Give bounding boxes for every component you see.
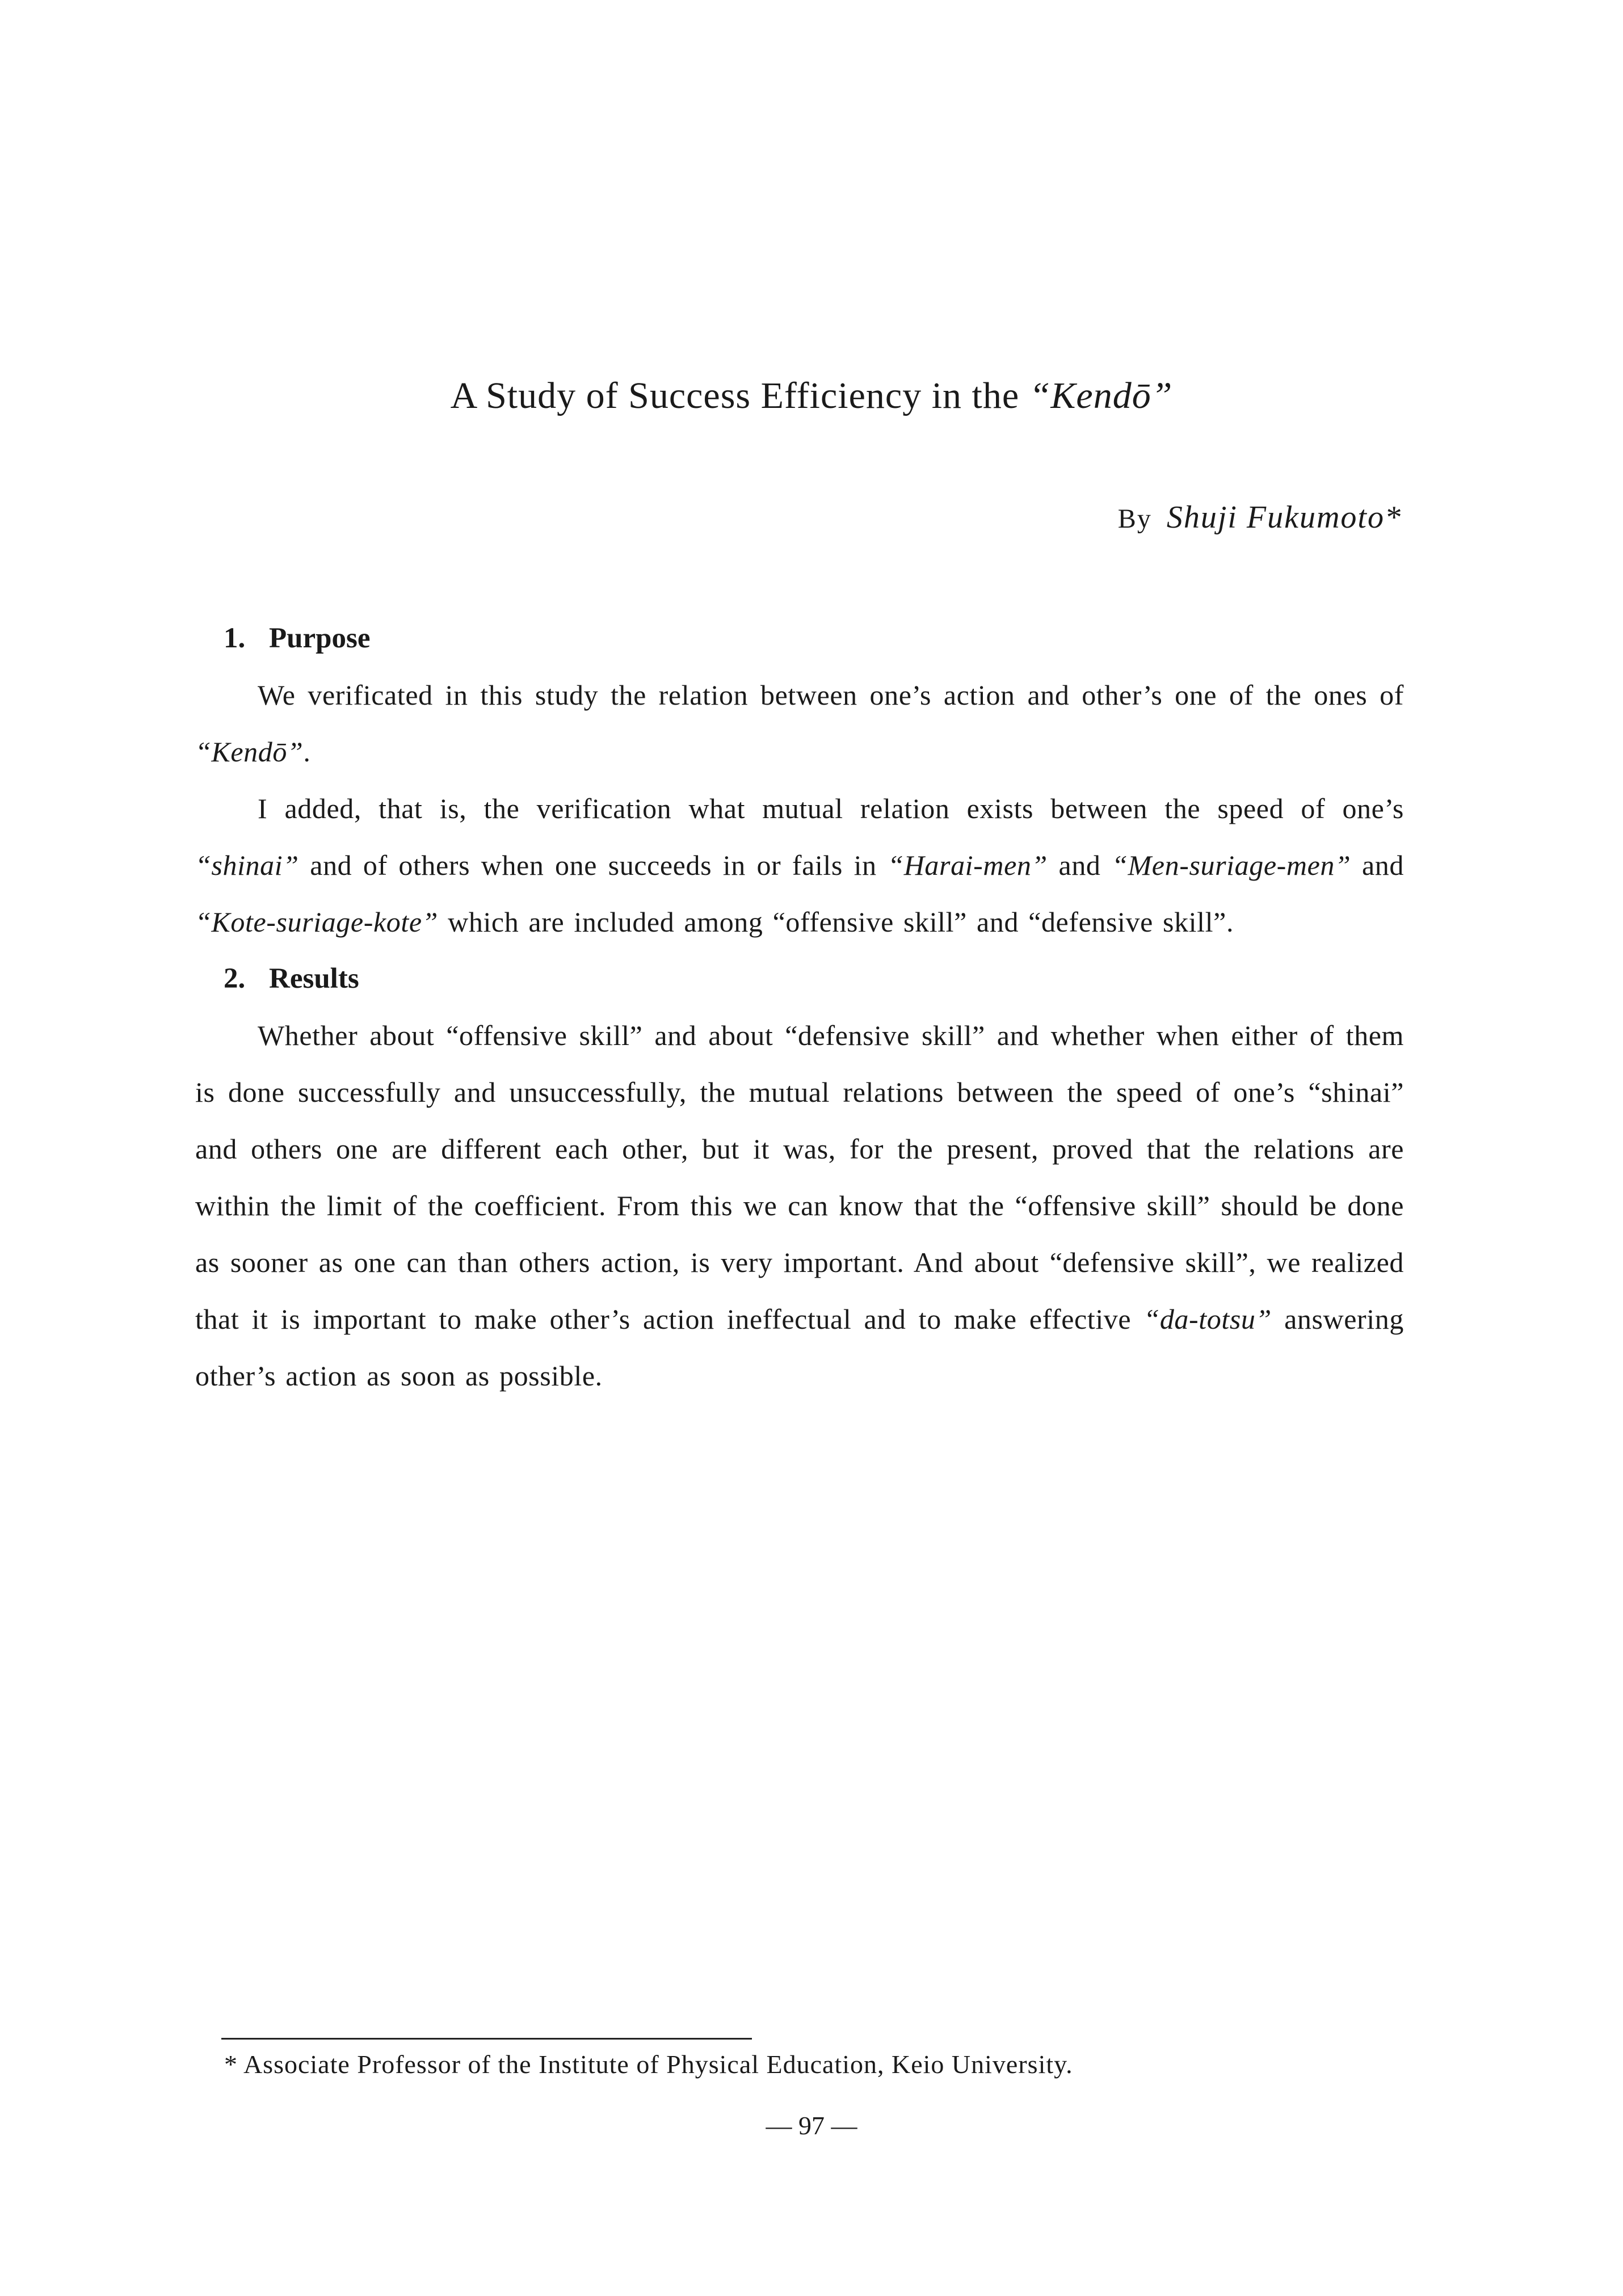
text-run: I added, that is, the verification what mutual relation exists between the speed of one’s	[258, 793, 1404, 824]
italic-term: “Kote-suriage-kote”	[195, 906, 439, 938]
paper-title	[0, 374, 1623, 418]
text-run: and	[1047, 849, 1112, 881]
title-italic: “Kendō”	[1029, 375, 1173, 416]
footnote-divider	[221, 2038, 752, 2040]
text-run: .	[303, 736, 311, 768]
italic-term: “shinai”	[195, 849, 299, 881]
section-heading-results	[195, 950, 1404, 1007]
section-title: Results	[269, 963, 359, 995]
text-run: Whether about “offensive skill” and about “defensive skill” and whether when either of them is done successfully and unsuccessfully, the mutual relations between the speed of one’s “shinai” and others one are different each other, but it was, for the present, proved that the relations are within the limit of the coefficient. From this we can know that the “offensive skill” should be done as sooner as one can than others action, is very important. And about “defensive skill”, we realized that it is important to make other’s action ineffectual and to make effective	[195, 1019, 1404, 1335]
italic-term: “Harai-men”	[888, 849, 1048, 881]
page-number: — 97 —	[766, 2111, 857, 2140]
paper-body	[195, 610, 1404, 1404]
byline	[1118, 499, 1402, 536]
purpose-paragraph-2	[195, 780, 1404, 950]
text-run: answering other’s action as soon as possible.	[195, 1303, 1405, 1392]
title-text: A Study of Success Efficiency in the	[450, 375, 1029, 416]
footnote: * Associate Professor of the Institute of Physical Education, Keio University.	[224, 2050, 1073, 2079]
section-number: 2.	[224, 963, 246, 995]
section-title: Purpose	[269, 622, 371, 654]
author-name: Shuji Fukumoto*	[1166, 500, 1402, 535]
italic-term: “Men-suriage-men”	[1112, 849, 1351, 881]
results-paragraph-1	[195, 1007, 1404, 1404]
byline-by: By	[1117, 504, 1152, 534]
text-run: and	[1351, 849, 1405, 881]
text-run: and of others when one succeeds in or fails in	[298, 849, 888, 881]
italic-term: “da-totsu”	[1143, 1303, 1272, 1335]
text-run: We verificated in this study the relation between one’s action and other’s one of the ones of	[258, 679, 1404, 711]
purpose-paragraph-1	[195, 667, 1404, 780]
section-heading-purpose	[195, 610, 1404, 667]
section-number: 1.	[224, 622, 246, 654]
text-run: which are included among “offensive skill” and “defensive skill”.	[438, 906, 1234, 938]
italic-term: “Kendō”	[195, 736, 304, 768]
